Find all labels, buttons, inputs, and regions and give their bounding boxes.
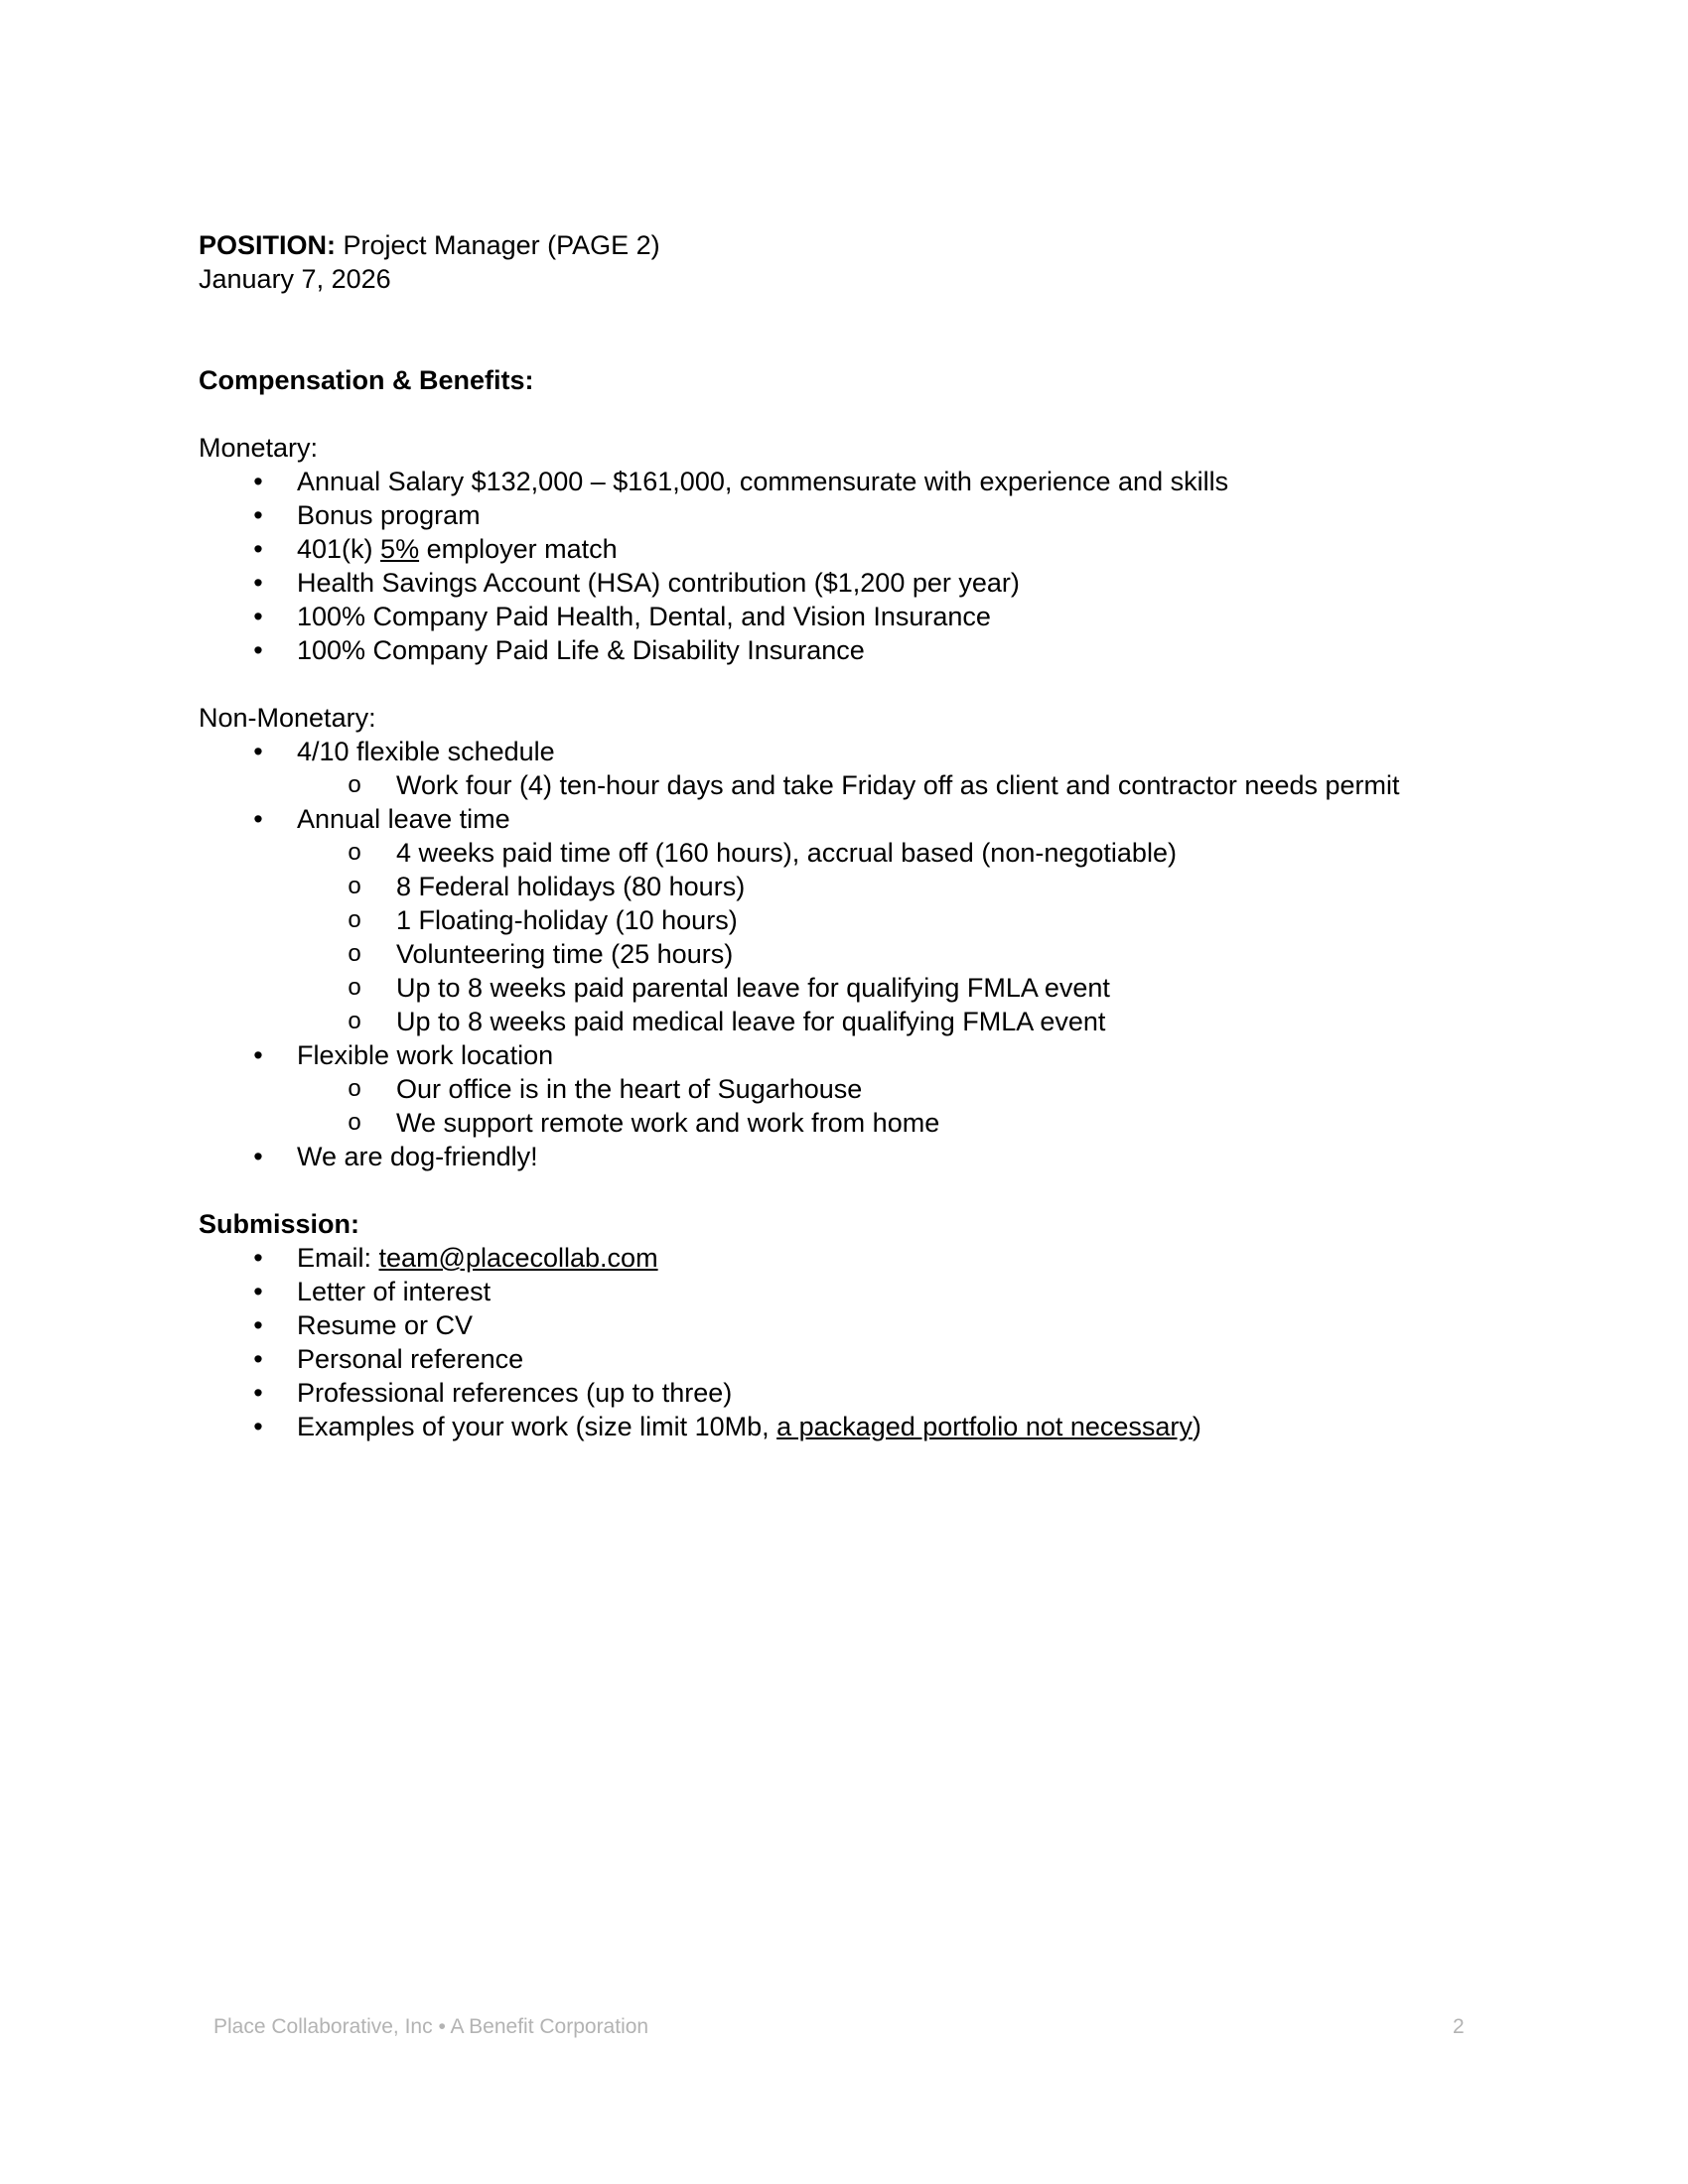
sub-list-item: o Our office is in the heart of Sugarhouse — [199, 1072, 1489, 1106]
bullet-icon: • — [253, 737, 263, 766]
list-item: • 4/10 flexible schedule — [199, 735, 1489, 768]
bullet-icon: • — [253, 1412, 263, 1441]
circle-bullet-icon: o — [348, 771, 361, 798]
bullet-icon: • — [253, 534, 263, 564]
bullet-icon: • — [253, 1277, 263, 1306]
email-link[interactable]: team@placecollab.com — [378, 1243, 658, 1273]
bullet-icon: • — [253, 1142, 263, 1171]
non-monetary-list — [199, 735, 1489, 1173]
list-item: • 100% Company Paid Life & Disability Insurance — [199, 633, 1489, 667]
list-item: • Annual leave time — [199, 802, 1489, 836]
sub-list-container — [199, 768, 1489, 802]
submission-heading: Submission: — [199, 1209, 360, 1239]
sub-list-item: o Work four (4) ten-hour days and take Friday off as client and contractor needs permit — [199, 768, 1489, 802]
position-label: POSITION: — [199, 230, 337, 260]
list-item: • Flexible work location — [199, 1038, 1489, 1072]
list-item: • 100% Company Paid Health, Dental, and Vision Insurance — [199, 600, 1489, 633]
circle-bullet-icon: o — [348, 1109, 361, 1136]
bullet-icon: • — [253, 1310, 263, 1340]
bullet-icon: • — [253, 1040, 263, 1070]
submission-list — [199, 1241, 1489, 1443]
sub-list-item: o Up to 8 weeks paid medical leave for qualifying FMLA event — [199, 1005, 1489, 1038]
list-item: • Annual Salary $132,000 – $161,000, commensurate with experience and skills — [199, 465, 1489, 498]
list-item: • Resume or CV — [199, 1308, 1489, 1342]
list-item: • Professional references (up to three) — [199, 1376, 1489, 1410]
footer-company: Place Collaborative, Inc • A Benefit Corporation — [213, 2015, 649, 2038]
schedule-sublist — [199, 768, 1489, 802]
list-item: • Health Savings Account (HSA) contribution ($1,200 per year) — [199, 566, 1489, 600]
sub-list-item: o 8 Federal holidays (80 hours) — [199, 870, 1489, 903]
non-monetary-label: Non-Monetary: — [199, 703, 376, 733]
bullet-icon: • — [253, 500, 263, 530]
page-number: 2 — [1453, 2015, 1465, 2038]
bullet-icon: • — [253, 467, 263, 496]
page-content — [199, 228, 1489, 1443]
circle-bullet-icon: o — [348, 873, 361, 899]
document-date: January 7, 2026 — [199, 264, 391, 294]
circle-bullet-icon: o — [348, 940, 361, 967]
circle-bullet-icon: o — [348, 1008, 361, 1034]
bullet-icon: • — [253, 635, 263, 665]
list-item: • Letter of interest — [199, 1275, 1489, 1308]
employer-match-link[interactable]: 5% — [380, 534, 420, 564]
list-item: • Personal reference — [199, 1342, 1489, 1376]
sub-list-item: o 4 weeks paid time off (160 hours), accrual based (non-negotiable) — [199, 836, 1489, 870]
circle-bullet-icon: o — [348, 1075, 361, 1102]
position-line — [199, 228, 1489, 262]
list-item: • We are dog-friendly! — [199, 1140, 1489, 1173]
sub-list-item: o Volunteering time (25 hours) — [199, 937, 1489, 971]
circle-bullet-icon: o — [348, 906, 361, 933]
leave-sublist — [199, 836, 1489, 1038]
bullet-icon: • — [253, 804, 263, 834]
sub-list-container — [199, 836, 1489, 1038]
monetary-list — [199, 465, 1489, 667]
list-item: • Email: team@placecollab.com — [199, 1241, 1489, 1275]
bullet-icon: • — [253, 1243, 263, 1273]
list-item: • Bonus program — [199, 498, 1489, 532]
location-sublist — [199, 1072, 1489, 1140]
bullet-icon: • — [253, 1378, 263, 1408]
sub-list-container — [199, 1072, 1489, 1140]
list-item: • 401(k) 5% employer match — [199, 532, 1489, 566]
sub-list-item: o Up to 8 weeks paid parental leave for qualifying FMLA event — [199, 971, 1489, 1005]
position-value: Project Manager (PAGE 2) — [336, 230, 660, 260]
monetary-label: Monetary: — [199, 433, 319, 463]
circle-bullet-icon: o — [348, 974, 361, 1001]
bullet-icon: • — [253, 568, 263, 598]
portfolio-link[interactable]: a packaged portfolio not necessary — [776, 1412, 1193, 1441]
sub-list-item: o 1 Floating-holiday (10 hours) — [199, 903, 1489, 937]
bullet-icon: • — [253, 1344, 263, 1374]
list-item: • Examples of your work (size limit 10Mb, a packaged portfolio not necessary) — [199, 1410, 1489, 1443]
compensation-heading: Compensation & Benefits: — [199, 365, 534, 395]
sub-list-item: o We support remote work and work from home — [199, 1106, 1489, 1140]
bullet-icon: • — [253, 602, 263, 631]
circle-bullet-icon: o — [348, 839, 361, 866]
